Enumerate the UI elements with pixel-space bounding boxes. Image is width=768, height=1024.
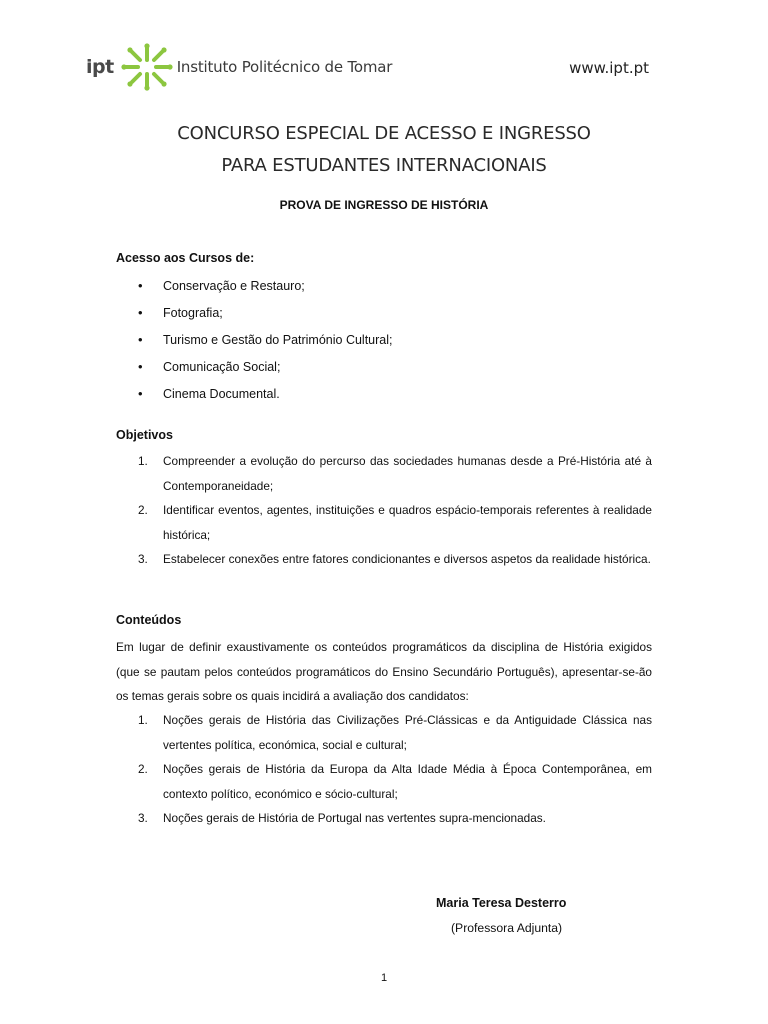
course-item: • Comunicação Social;	[116, 358, 393, 385]
content-item	[116, 806, 652, 831]
institution-name: Instituto Politécnico de Tomar	[176, 58, 393, 76]
item-text: Identificar eventos, agentes, instituições e quadros espácio-temporais referentes à realidade histórica;	[163, 503, 652, 542]
document-subtitle: PROVA DE INGRESSO DE HISTÓRIA	[279, 198, 489, 212]
item-number: 2.	[138, 762, 148, 776]
item-text: Estabelecer conexões entre fatores condicionantes e diversos aspetos da realidade histórica.	[163, 552, 651, 566]
item-text: Noções gerais de História de Portugal nas vertentes supra-mencionadas.	[163, 811, 546, 825]
course-item: • Conservação e Restauro;	[116, 277, 393, 304]
course-item: • Cinema Documental.	[116, 385, 393, 412]
item-text: Compreender a evolução do percurso das sociedades humanas desde a Pré-História até à Contemporaneidade;	[163, 454, 652, 493]
content-item	[116, 708, 652, 757]
document-title-line-2: PARA ESTUDANTES INTERNACIONAIS	[221, 155, 547, 176]
institution-logo	[86, 42, 392, 92]
contents-intro: Em lugar de definir exaustivamente os conteúdos programáticos da disciplina de História exigidos (que se pautam pelos conteúdos programáticos do Ensino Secundário Português), apresentar-se-ão os temas gerais sobre os quais incidirá a avaliação dos candidatos:	[116, 640, 652, 703]
item-number: 1.	[138, 713, 148, 727]
signatory-role: (Professora Adjunta)	[451, 921, 563, 935]
item-text: Noções gerais de História das Civilizações Pré-Clássicas e da Antiguidade Clássica nas vertentes política, económica, social e cultural;	[163, 713, 652, 752]
access-heading: Acesso aos Cursos de:	[116, 251, 255, 265]
objectives-heading: Objetivos	[116, 428, 173, 442]
contents-list	[116, 708, 652, 831]
objective-item	[116, 547, 652, 572]
item-text: Noções gerais de História da Europa da Alta Idade Média à Época Contemporânea, em contexto político, económico e sócio-cultural;	[163, 762, 652, 801]
course-item: • Turismo e Gestão do Património Cultural;	[116, 331, 393, 358]
signatory-name: Maria Teresa Desterro	[436, 896, 567, 910]
logo-abbreviation: ipt	[86, 56, 114, 78]
item-number: 3.	[138, 811, 148, 825]
item-number: 3.	[138, 552, 148, 566]
objective-item	[116, 449, 652, 498]
objective-item	[116, 498, 652, 547]
contents-heading: Conteúdos	[116, 613, 182, 627]
ipt-flower-icon	[120, 42, 174, 92]
page-number: 1	[380, 972, 388, 984]
website-link[interactable]: www.ipt.pt	[569, 59, 649, 77]
course-list	[116, 277, 393, 412]
content-item	[116, 757, 652, 806]
course-item: • Fotografia;	[116, 304, 393, 331]
objectives-list	[116, 449, 652, 572]
item-number: 2.	[138, 503, 148, 517]
item-number: 1.	[138, 454, 148, 468]
document-title-line-1: CONCURSO ESPECIAL DE ACESSO E INGRESSO	[177, 123, 591, 144]
